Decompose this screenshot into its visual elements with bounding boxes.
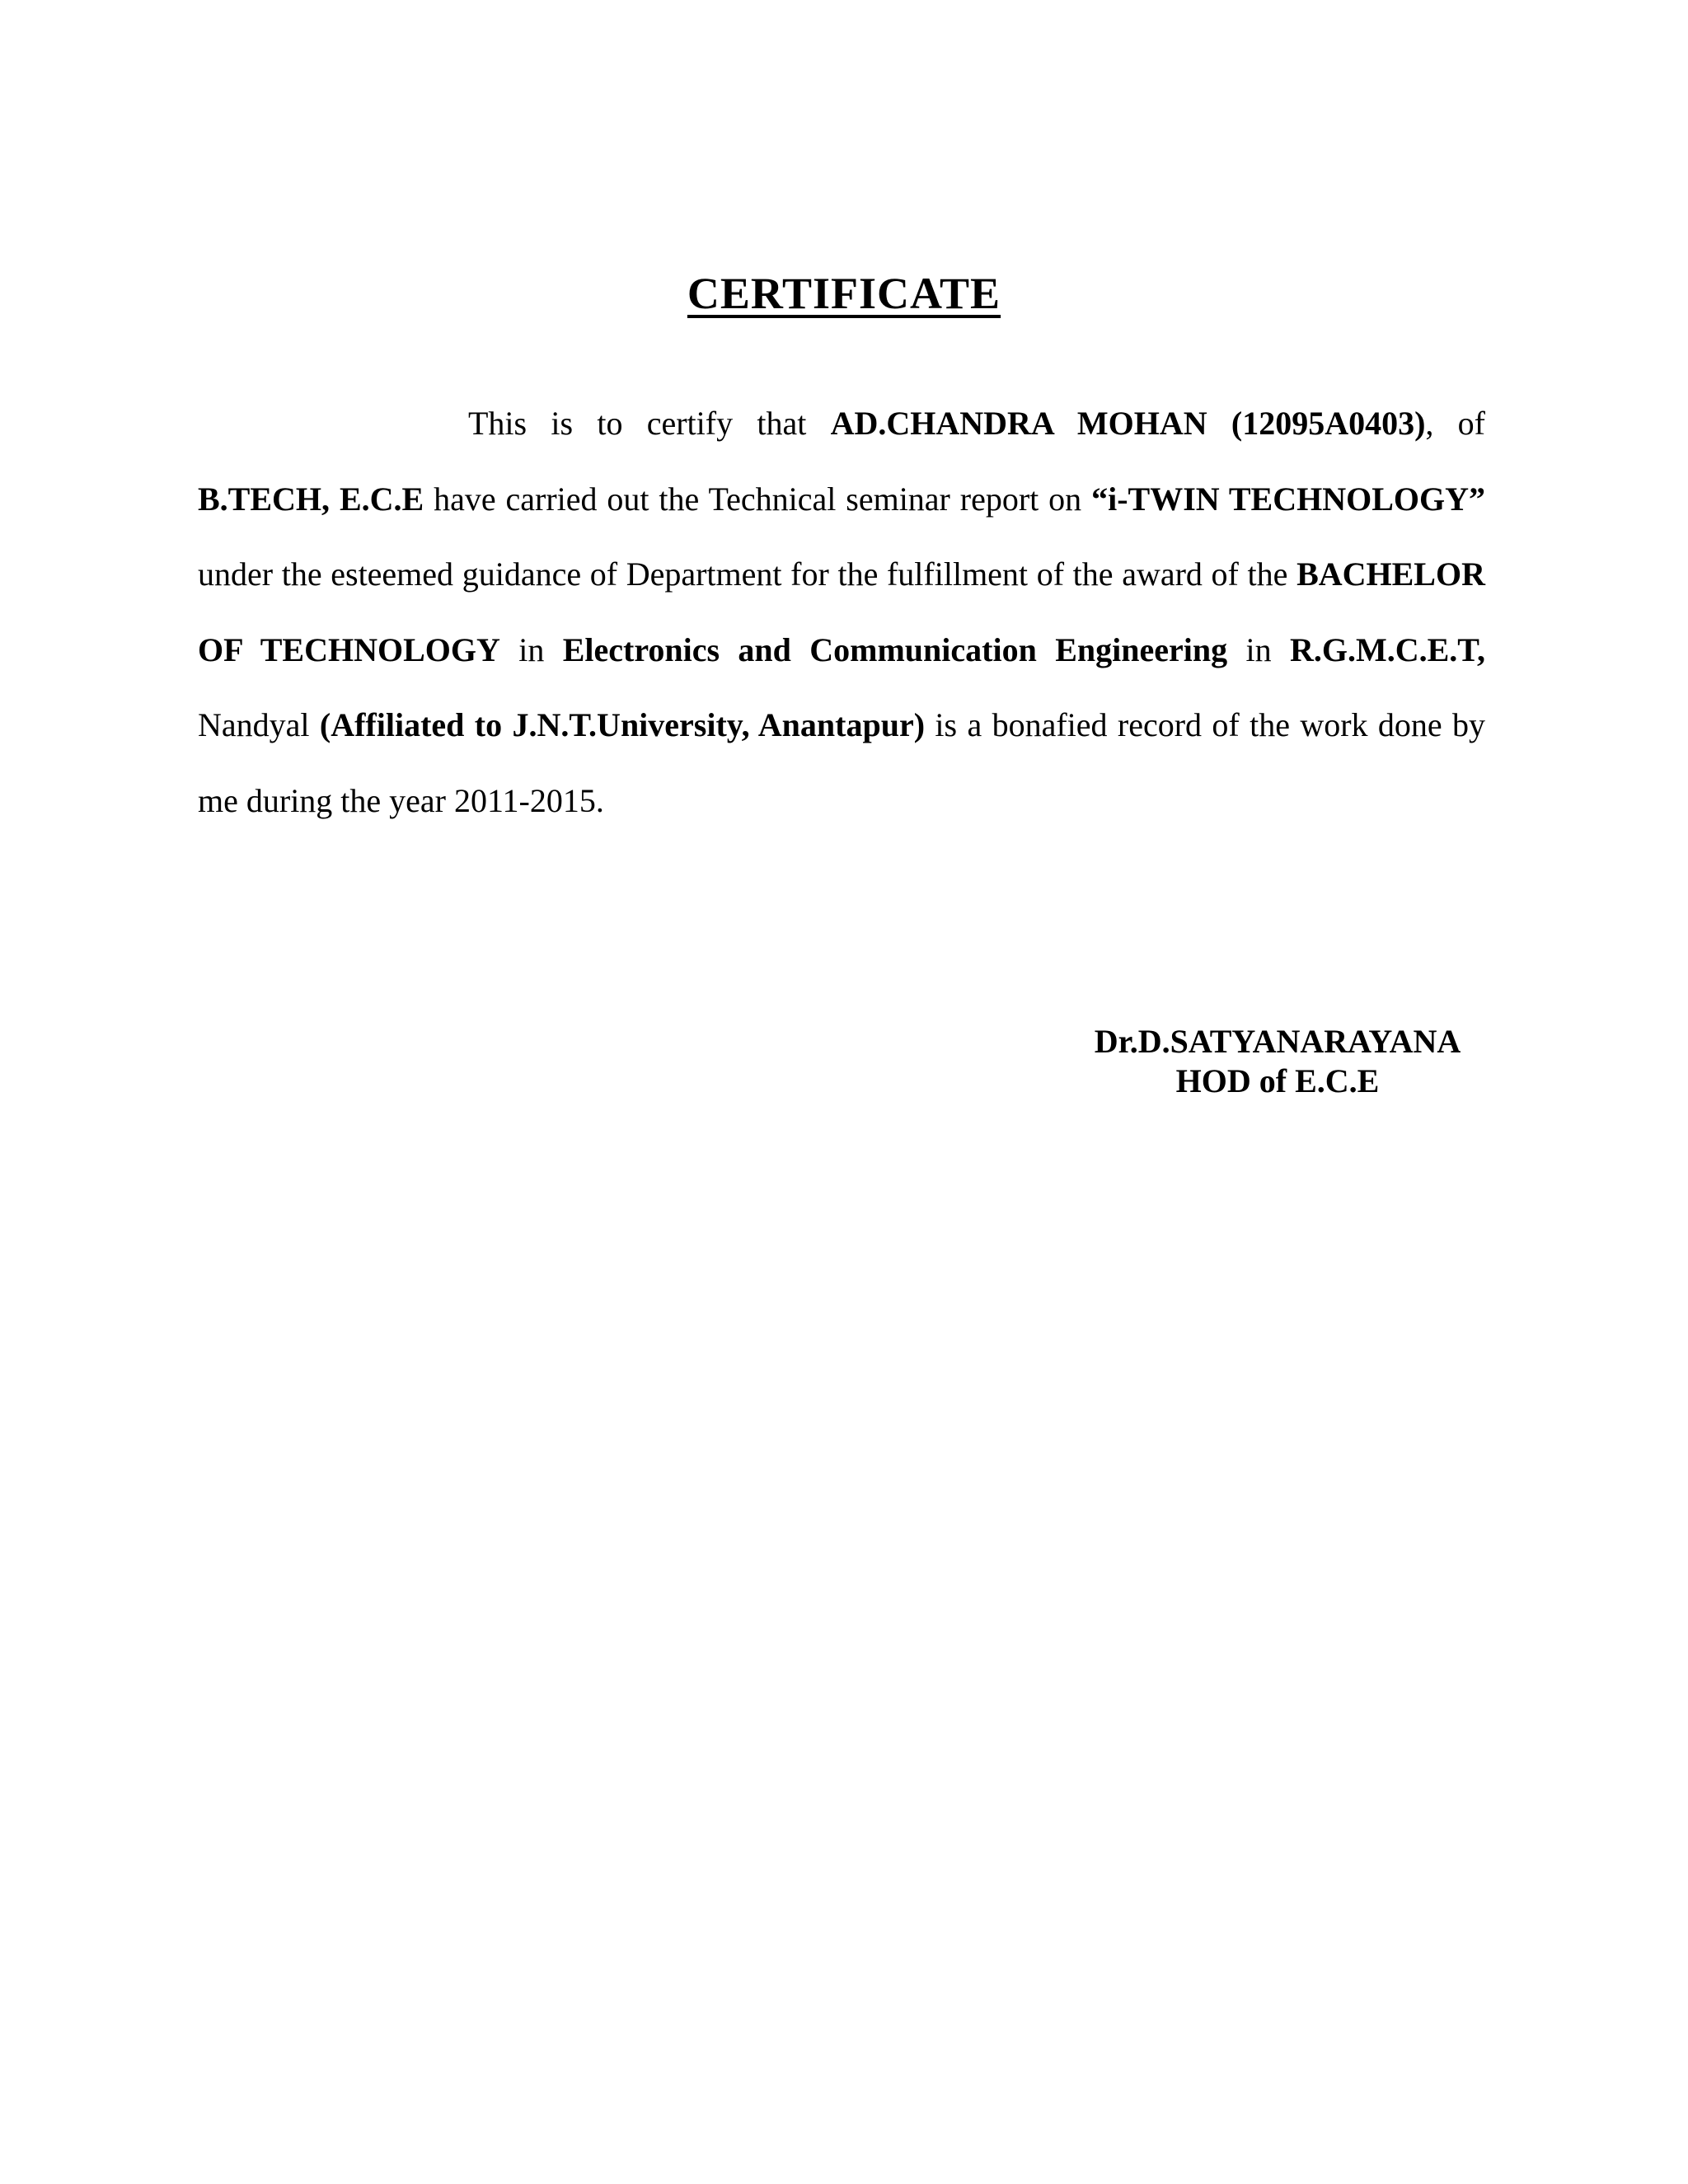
body-text-7: Nandyal [198, 706, 320, 743]
body-text-2: , of [1425, 405, 1485, 442]
body-text-6: in [1227, 630, 1290, 668]
college-name: R.G.M.C.E.T, [1289, 630, 1485, 668]
branch-name: Electronics and Communication Engineering [562, 630, 1228, 668]
signature-block [1063, 1022, 1492, 1101]
body-text-3: have carried out the Technical seminar report on [424, 480, 1092, 518]
seminar-topic: “i-TWIN TECHNOLOGY” [1091, 480, 1485, 518]
body-text-1: This is to certify that [468, 405, 831, 442]
signatory-designation: HOD of E.C.E [1175, 1062, 1380, 1099]
certificate-heading: CERTIFICATE [687, 269, 1001, 318]
body-text-5: in [499, 630, 563, 668]
body-text-4: under the esteemed guidance of Department for the fulfillment of the award of the [198, 555, 1297, 593]
signatory-name: Dr.D.SATYANARAYANA [1094, 1023, 1461, 1060]
certificate-body [198, 386, 1485, 838]
page-title [0, 264, 1688, 323]
student-name: AD.CHANDRA MOHAN (12095A0403) [830, 405, 1426, 442]
course-name: B.TECH, E.C.E [198, 480, 424, 518]
body-text-8: is a bonafied record of the work done by me during the year 2011-2015. [198, 706, 1486, 819]
degree-name: BACHELOR OF TECHNOLOGY [198, 555, 1485, 668]
affiliation: (Affiliated to J.N.T.University, Anantapur) [319, 706, 926, 743]
